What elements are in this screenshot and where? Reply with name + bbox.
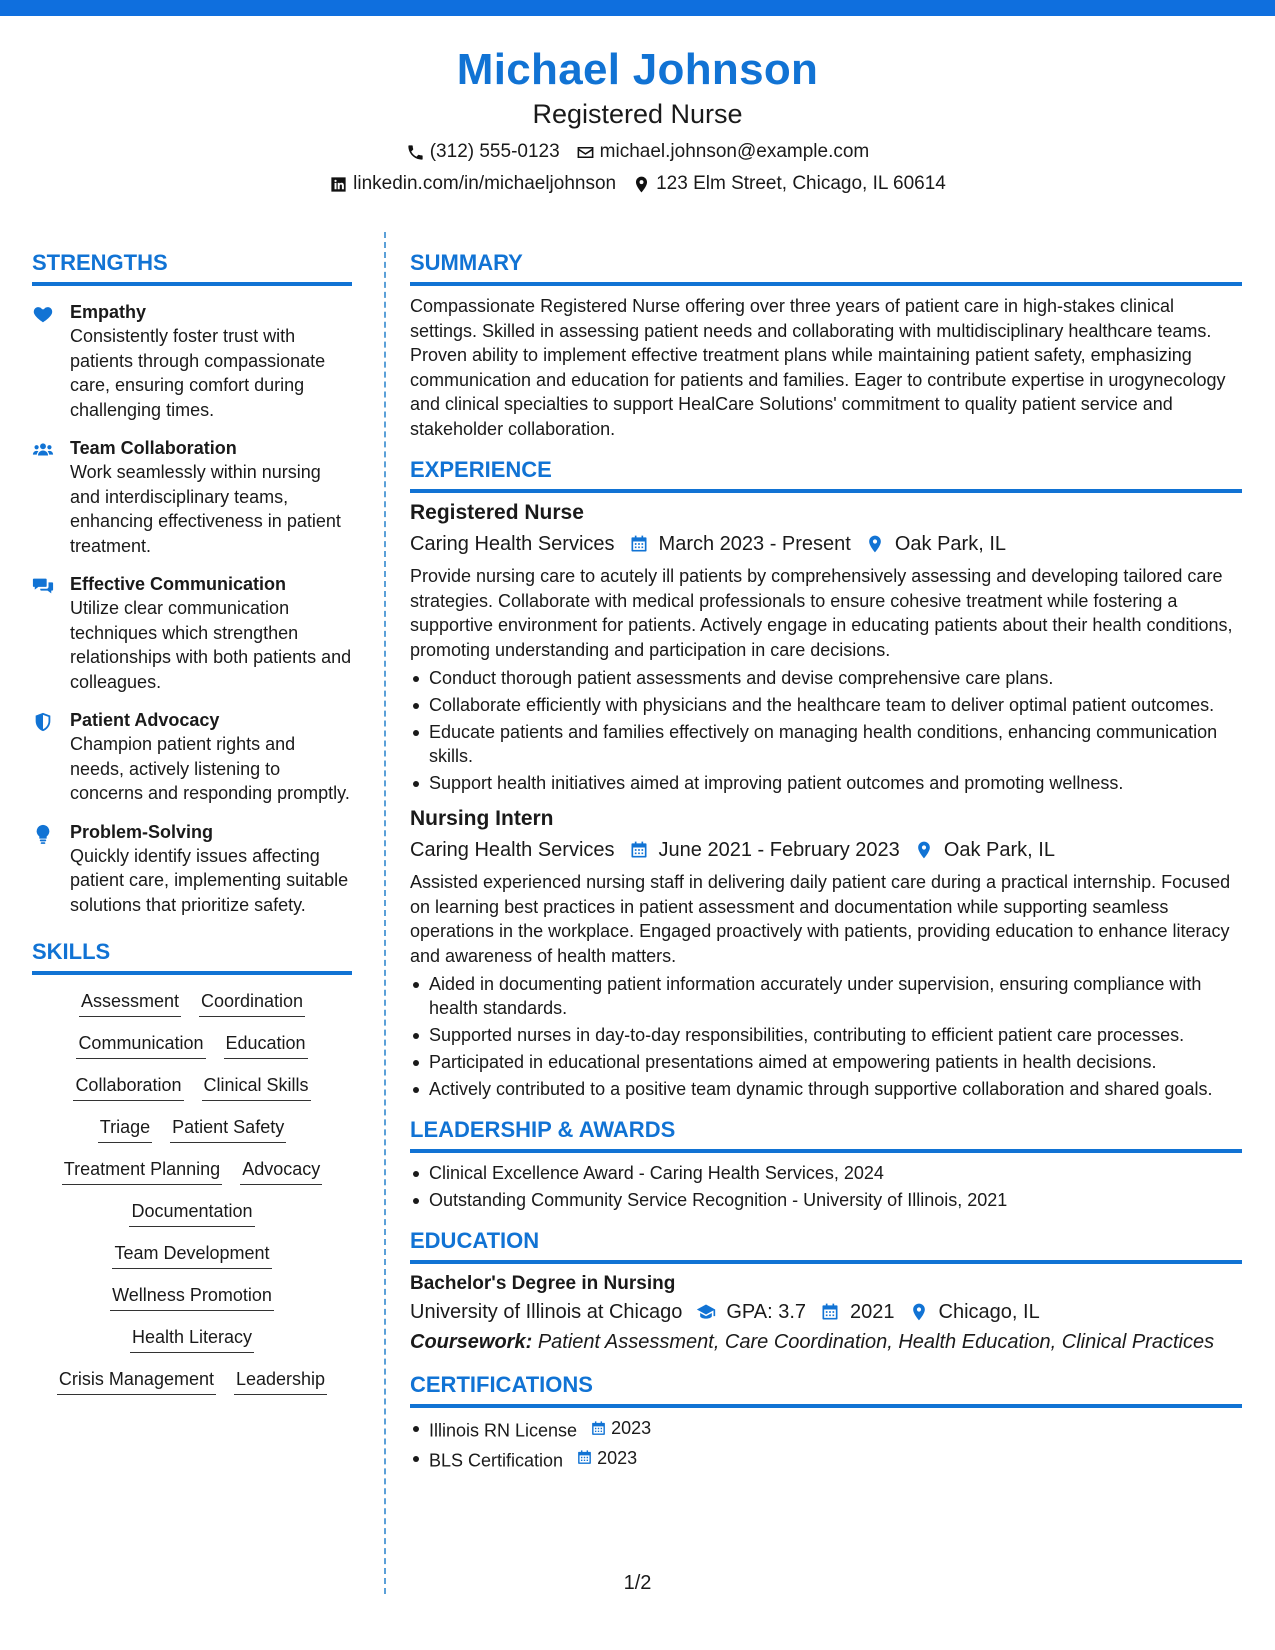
skill-tag: Communication bbox=[76, 1031, 205, 1059]
job-bullet: Conduct thorough patient assessments and devise comprehensive care plans. bbox=[410, 666, 1242, 690]
awards-list bbox=[410, 1161, 1242, 1212]
skill-tag: Clinical Skills bbox=[202, 1073, 311, 1101]
skill-tag: Coordination bbox=[199, 989, 305, 1017]
linkedin-icon bbox=[329, 175, 348, 194]
summary-text: Compassionate Registered Nurse offering over three years of patient care in high-stakes clinical settings. Skilled in assessing patient needs and collaborating with multidisciplinary healthcare teams. Proven ability to implement effective treatment plans while maintaining patient safety, emphasizing communication and education for patients and families. Eager to contribute expertise in urogynecology and clinical specialties to support HealCare Solutions' commitment to quality patient service and stakeholder collaboration. bbox=[410, 296, 1226, 439]
school-name: University of Illinois at Chicago bbox=[410, 1301, 683, 1323]
strength-item bbox=[32, 708, 352, 806]
coursework bbox=[410, 1328, 1242, 1356]
gpa-text: GPA: 3.7 bbox=[726, 1301, 807, 1323]
job-bullet: Educate patients and families effectively on managing health conditions, enhancing communication skills. bbox=[410, 720, 1242, 768]
degree-title: Bachelor's Degree in Nursing bbox=[410, 1273, 676, 1294]
job-bullet: Aided in documenting patient information accurately under supervision, ensuring compliance with health standards. bbox=[410, 972, 1242, 1020]
phone-text: (312) 555-0123 bbox=[429, 141, 560, 162]
job-title: Registered Nurse bbox=[410, 501, 584, 524]
certification-date bbox=[590, 1416, 651, 1440]
map-pin-icon bbox=[914, 840, 934, 860]
strength-desc: Utilize clear communication techniques which strengthen relationships with both patients and colleagues. bbox=[70, 598, 352, 692]
candidate-title: Registered Nurse bbox=[532, 99, 743, 129]
linkedin-contact[interactable] bbox=[329, 172, 616, 196]
job-bullet: Participated in educational presentations aimed at empowering patients in health decisions. bbox=[410, 1050, 1242, 1074]
strength-item bbox=[32, 436, 352, 558]
calendar-icon bbox=[576, 1449, 593, 1466]
contact-row-2 bbox=[0, 172, 1275, 196]
strength-item bbox=[32, 820, 352, 918]
graduation-year: 2021 bbox=[850, 1301, 895, 1323]
map-pin-icon bbox=[865, 534, 885, 554]
calendar-icon bbox=[629, 534, 649, 554]
strength-desc: Consistently foster trust with patients through compassionate care, ensuring comfort during challenging times. bbox=[70, 326, 326, 420]
job-bullets bbox=[410, 972, 1242, 1101]
skill-tag: Crisis Management bbox=[57, 1367, 216, 1395]
job-location: Oak Park, IL bbox=[894, 533, 1007, 555]
job-location: Oak Park, IL bbox=[943, 839, 1055, 861]
map-pin-icon bbox=[909, 1302, 929, 1322]
contact-row-1 bbox=[0, 140, 1275, 164]
linkedin-text[interactable]: linkedin.com/in/michaeljohnson bbox=[353, 173, 617, 194]
skill-tag: Triage bbox=[98, 1115, 152, 1143]
section-rule bbox=[410, 282, 1242, 286]
left-column bbox=[32, 250, 352, 1395]
right-column bbox=[410, 250, 1242, 1472]
leadership-heading: LEADERSHIP & AWARDS bbox=[410, 1117, 676, 1142]
strength-desc: Work seamlessly within nursing and interdisciplinary teams, enhancing effectiveness in patient treatment. bbox=[70, 462, 341, 556]
certification-item bbox=[410, 1446, 1242, 1473]
job-entry bbox=[410, 499, 1242, 795]
coursework-text: Patient Assessment, Care Coordination, Health Education, Clinical Practices bbox=[537, 1331, 1215, 1353]
strength-title: Empathy bbox=[70, 302, 147, 322]
certifications-list bbox=[410, 1416, 1242, 1472]
address-text: 123 Elm Street, Chicago, IL 60614 bbox=[656, 173, 946, 194]
education-heading: EDUCATION bbox=[410, 1228, 540, 1253]
skill-tag: Assessment bbox=[79, 989, 181, 1017]
strengths-heading: STRENGTHS bbox=[32, 250, 168, 275]
map-pin-icon bbox=[632, 175, 651, 194]
page-number: 1/2 bbox=[623, 1572, 652, 1594]
section-rule bbox=[410, 1404, 1242, 1408]
column-divider bbox=[384, 232, 386, 1594]
strength-desc: Quickly identify issues affecting patient care, implementing suitable solutions that prioritize safety. bbox=[70, 845, 349, 915]
strength-title: Effective Communication bbox=[70, 574, 287, 594]
award-item: Clinical Excellence Award - Caring Health Services, 2024 bbox=[410, 1161, 1242, 1185]
job-description: Assisted experienced nursing staff in delivering daily patient care during a practical internship. Focused on learning best practices in patient assessment and documentation while supporting seamless operations in the workplace. Engaged proactively with patients, providing education to enhance literacy and awareness of health matters. bbox=[410, 872, 1231, 966]
job-bullet: Supported nurses in day-to-day responsibilities, contributing to efficient patient care processes. bbox=[410, 1023, 1242, 1047]
top-accent-bar bbox=[0, 0, 1275, 16]
school-location: Chicago, IL bbox=[938, 1301, 1040, 1323]
certifications-heading: CERTIFICATIONS bbox=[410, 1372, 593, 1397]
strength-item bbox=[32, 300, 352, 422]
section-rule bbox=[410, 1260, 1242, 1264]
job-dates: June 2021 - February 2023 bbox=[658, 839, 900, 861]
job-bullet: Actively contributed to a positive team dynamic through supportive collaboration and shared goals. bbox=[410, 1077, 1242, 1101]
certification-year: 2023 bbox=[597, 1447, 638, 1468]
skill-tag: Documentation bbox=[129, 1199, 254, 1227]
calendar-icon bbox=[590, 1420, 607, 1437]
job-bullet: Collaborate efficiently with physicians and the healthcare team to deliver optimal patient outcomes. bbox=[410, 693, 1242, 717]
heart-icon bbox=[32, 303, 54, 325]
email-contact[interactable] bbox=[576, 140, 870, 164]
envelope-icon bbox=[576, 143, 595, 162]
section-rule bbox=[410, 1149, 1242, 1153]
phone-contact bbox=[406, 140, 560, 164]
job-description: Provide nursing care to acutely ill patients by comprehensively assessing and developing tailored care strategies. Collaborate with medical professionals to ensure cohesive treatment while fostering a supportive environment for patients. Actively engage in educating patients about their health conditions, promoting understanding and participation in care decisions. bbox=[410, 566, 1233, 660]
job-company: Caring Health Services bbox=[410, 839, 615, 861]
experience-heading: EXPERIENCE bbox=[410, 457, 552, 482]
strength-item bbox=[32, 572, 352, 694]
skill-tag: Leadership bbox=[234, 1367, 327, 1395]
email-text[interactable]: michael.johnson@example.com bbox=[599, 141, 870, 162]
skills-heading: SKILLS bbox=[32, 939, 111, 964]
job-entry bbox=[410, 805, 1242, 1101]
certification-name: BLS Certification bbox=[429, 1450, 564, 1470]
education-meta bbox=[410, 1298, 1242, 1326]
strength-title: Problem-Solving bbox=[70, 821, 214, 842]
certification-name: Illinois RN License bbox=[429, 1420, 578, 1441]
users-icon bbox=[32, 439, 54, 461]
lightbulb-icon bbox=[32, 823, 54, 845]
skills-list bbox=[32, 989, 352, 1395]
certification-year: 2023 bbox=[611, 1418, 652, 1438]
skill-tag: Wellness Promotion bbox=[110, 1283, 274, 1311]
section-rule bbox=[32, 282, 352, 286]
award-item: Outstanding Community Service Recognition - University of Illinois, 2021 bbox=[410, 1188, 1242, 1212]
calendar-icon bbox=[820, 1302, 840, 1322]
job-meta bbox=[410, 836, 1242, 864]
skill-tag: Advocacy bbox=[240, 1157, 322, 1185]
resume-header bbox=[0, 44, 1275, 196]
skill-tag: Patient Safety bbox=[170, 1115, 286, 1143]
job-bullets bbox=[410, 666, 1242, 795]
calendar-icon bbox=[629, 840, 649, 860]
job-dates: March 2023 - Present bbox=[658, 533, 851, 555]
graduation-cap-icon bbox=[696, 1302, 716, 1322]
strength-title: Patient Advocacy bbox=[70, 710, 220, 730]
job-bullet: Support health initiatives aimed at improving patient outcomes and promoting wellness. bbox=[410, 771, 1242, 795]
skill-tag: Education bbox=[224, 1031, 308, 1059]
strength-desc: Champion patient rights and needs, actively listening to concerns and responding promptly. bbox=[70, 734, 350, 803]
comments-icon bbox=[32, 575, 54, 597]
job-title: Nursing Intern bbox=[410, 807, 554, 830]
shield-icon bbox=[32, 711, 54, 733]
skill-tag: Treatment Planning bbox=[62, 1157, 222, 1185]
section-rule bbox=[32, 971, 352, 975]
section-rule bbox=[410, 489, 1242, 493]
address-contact bbox=[632, 172, 946, 196]
certification-date bbox=[576, 1446, 637, 1470]
coursework-label: Coursework: bbox=[410, 1331, 533, 1353]
phone-icon bbox=[406, 143, 425, 162]
education-entry bbox=[410, 1270, 1242, 1356]
skill-tag: Collaboration bbox=[73, 1073, 183, 1101]
skill-tag: Health Literacy bbox=[130, 1325, 254, 1353]
strength-title: Team Collaboration bbox=[70, 438, 237, 458]
candidate-name: Michael Johnson bbox=[456, 45, 819, 94]
certification-item bbox=[410, 1416, 1242, 1443]
job-company: Caring Health Services bbox=[410, 533, 615, 555]
job-meta bbox=[410, 530, 1242, 558]
summary-heading: SUMMARY bbox=[410, 250, 523, 275]
skill-tag: Team Development bbox=[112, 1241, 271, 1269]
